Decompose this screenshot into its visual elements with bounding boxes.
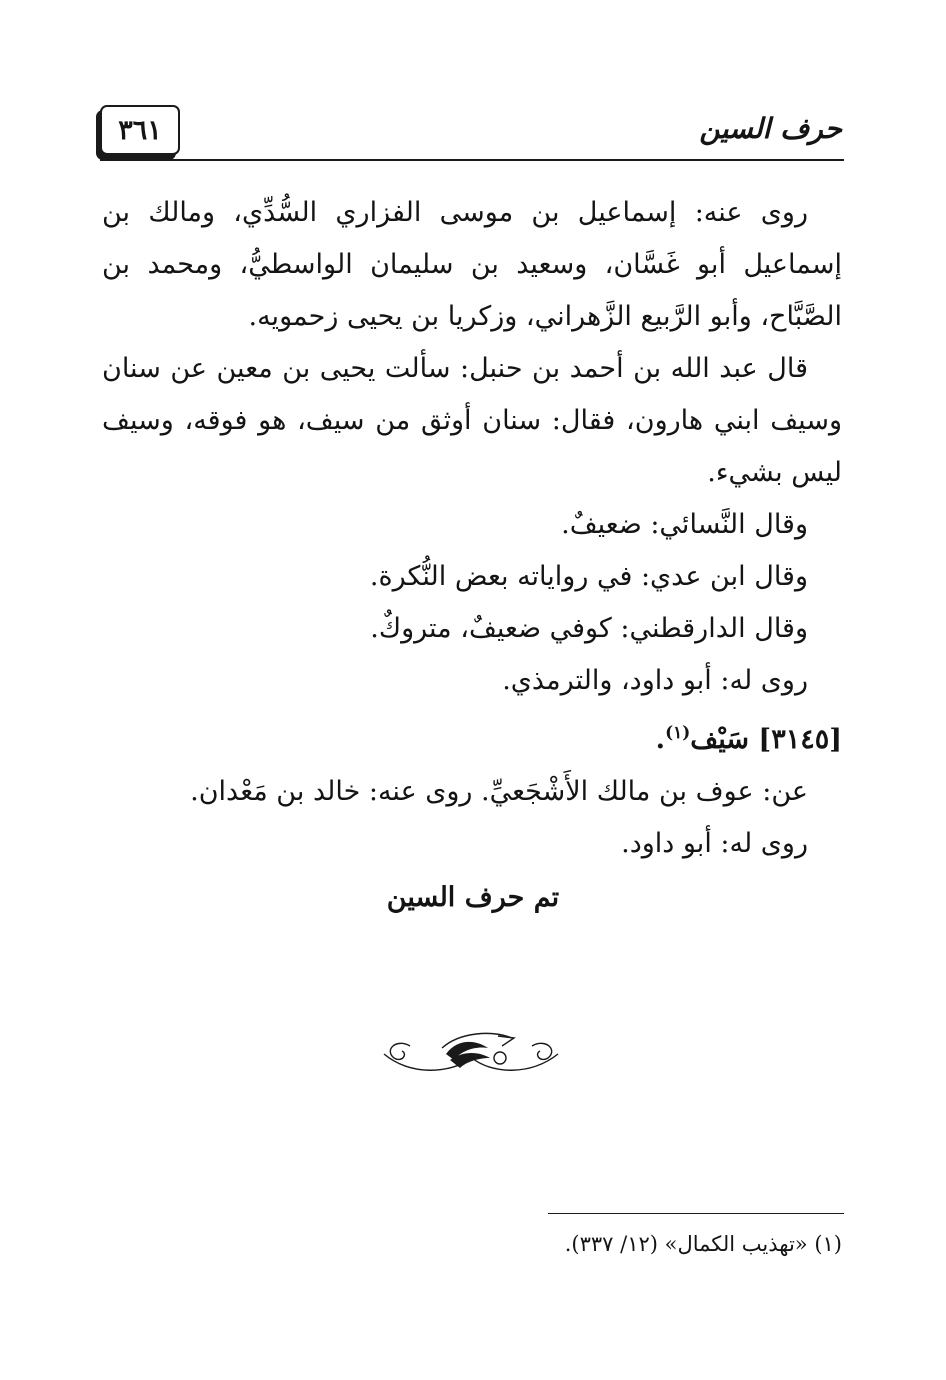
- header-rule: [100, 159, 844, 161]
- entry-heading: [102, 707, 842, 766]
- entry-heading-end: .: [655, 724, 666, 755]
- rawa-lahu-line-1: روى له: أبو داود، والترمذي.: [502, 665, 808, 696]
- entry-heading-text: [٣١٤٥] سَيْف: [690, 724, 842, 755]
- an-line: عن: عوف بن مالك الأَشْجَعيِّ. روى عنه: خالد بن مَعْدان.: [190, 776, 808, 807]
- daraqutni-line: وقال الدارقطني: كوفي ضعيفٌ، متروكٌ.: [370, 613, 808, 644]
- footnote: (١) «تهذيب الكمال» (١٢/ ٣٣٧).: [564, 1232, 842, 1256]
- closing-title: تم حرف السين: [386, 882, 560, 913]
- running-title: حرف السين: [699, 112, 842, 145]
- narrators-paragraph: روى عنه: إسماعيل بن موسى الفزاري السُّدِّي، ومالك بن إسماعيل أبو غَسَّان، وسعيد بن سليمان الواسطيُّ، ومحمد بن الصَّبَّاح، وأبو الرَّبيع الزَّهراني، وزكريا بن يحيى زحمويه.: [102, 197, 842, 332]
- page-number-box: [100, 105, 180, 155]
- main-text: [102, 187, 842, 870]
- ibn-adi-line: وقال ابن عدي: في رواياته بعض النُّكرة.: [369, 561, 808, 592]
- nasai-line: وقال النَّسائي: ضعيفٌ.: [561, 509, 808, 540]
- ornament-divider: [380, 1024, 562, 1080]
- footnote-rule: [548, 1213, 844, 1214]
- rawa-lahu-line-2: روى له: أبو داود.: [621, 828, 808, 859]
- page-number: ٣٦١: [118, 114, 162, 146]
- abdullah-quote-paragraph: قال عبد الله بن أحمد بن حنبل: سألت يحيى بن معين عن سنان وسيف ابني هارون، فقال: سنان أوثق من سيف، هو فوقه، وسيف ليس بشيء.: [102, 353, 842, 488]
- footnote-marker: (١): [665, 723, 691, 743]
